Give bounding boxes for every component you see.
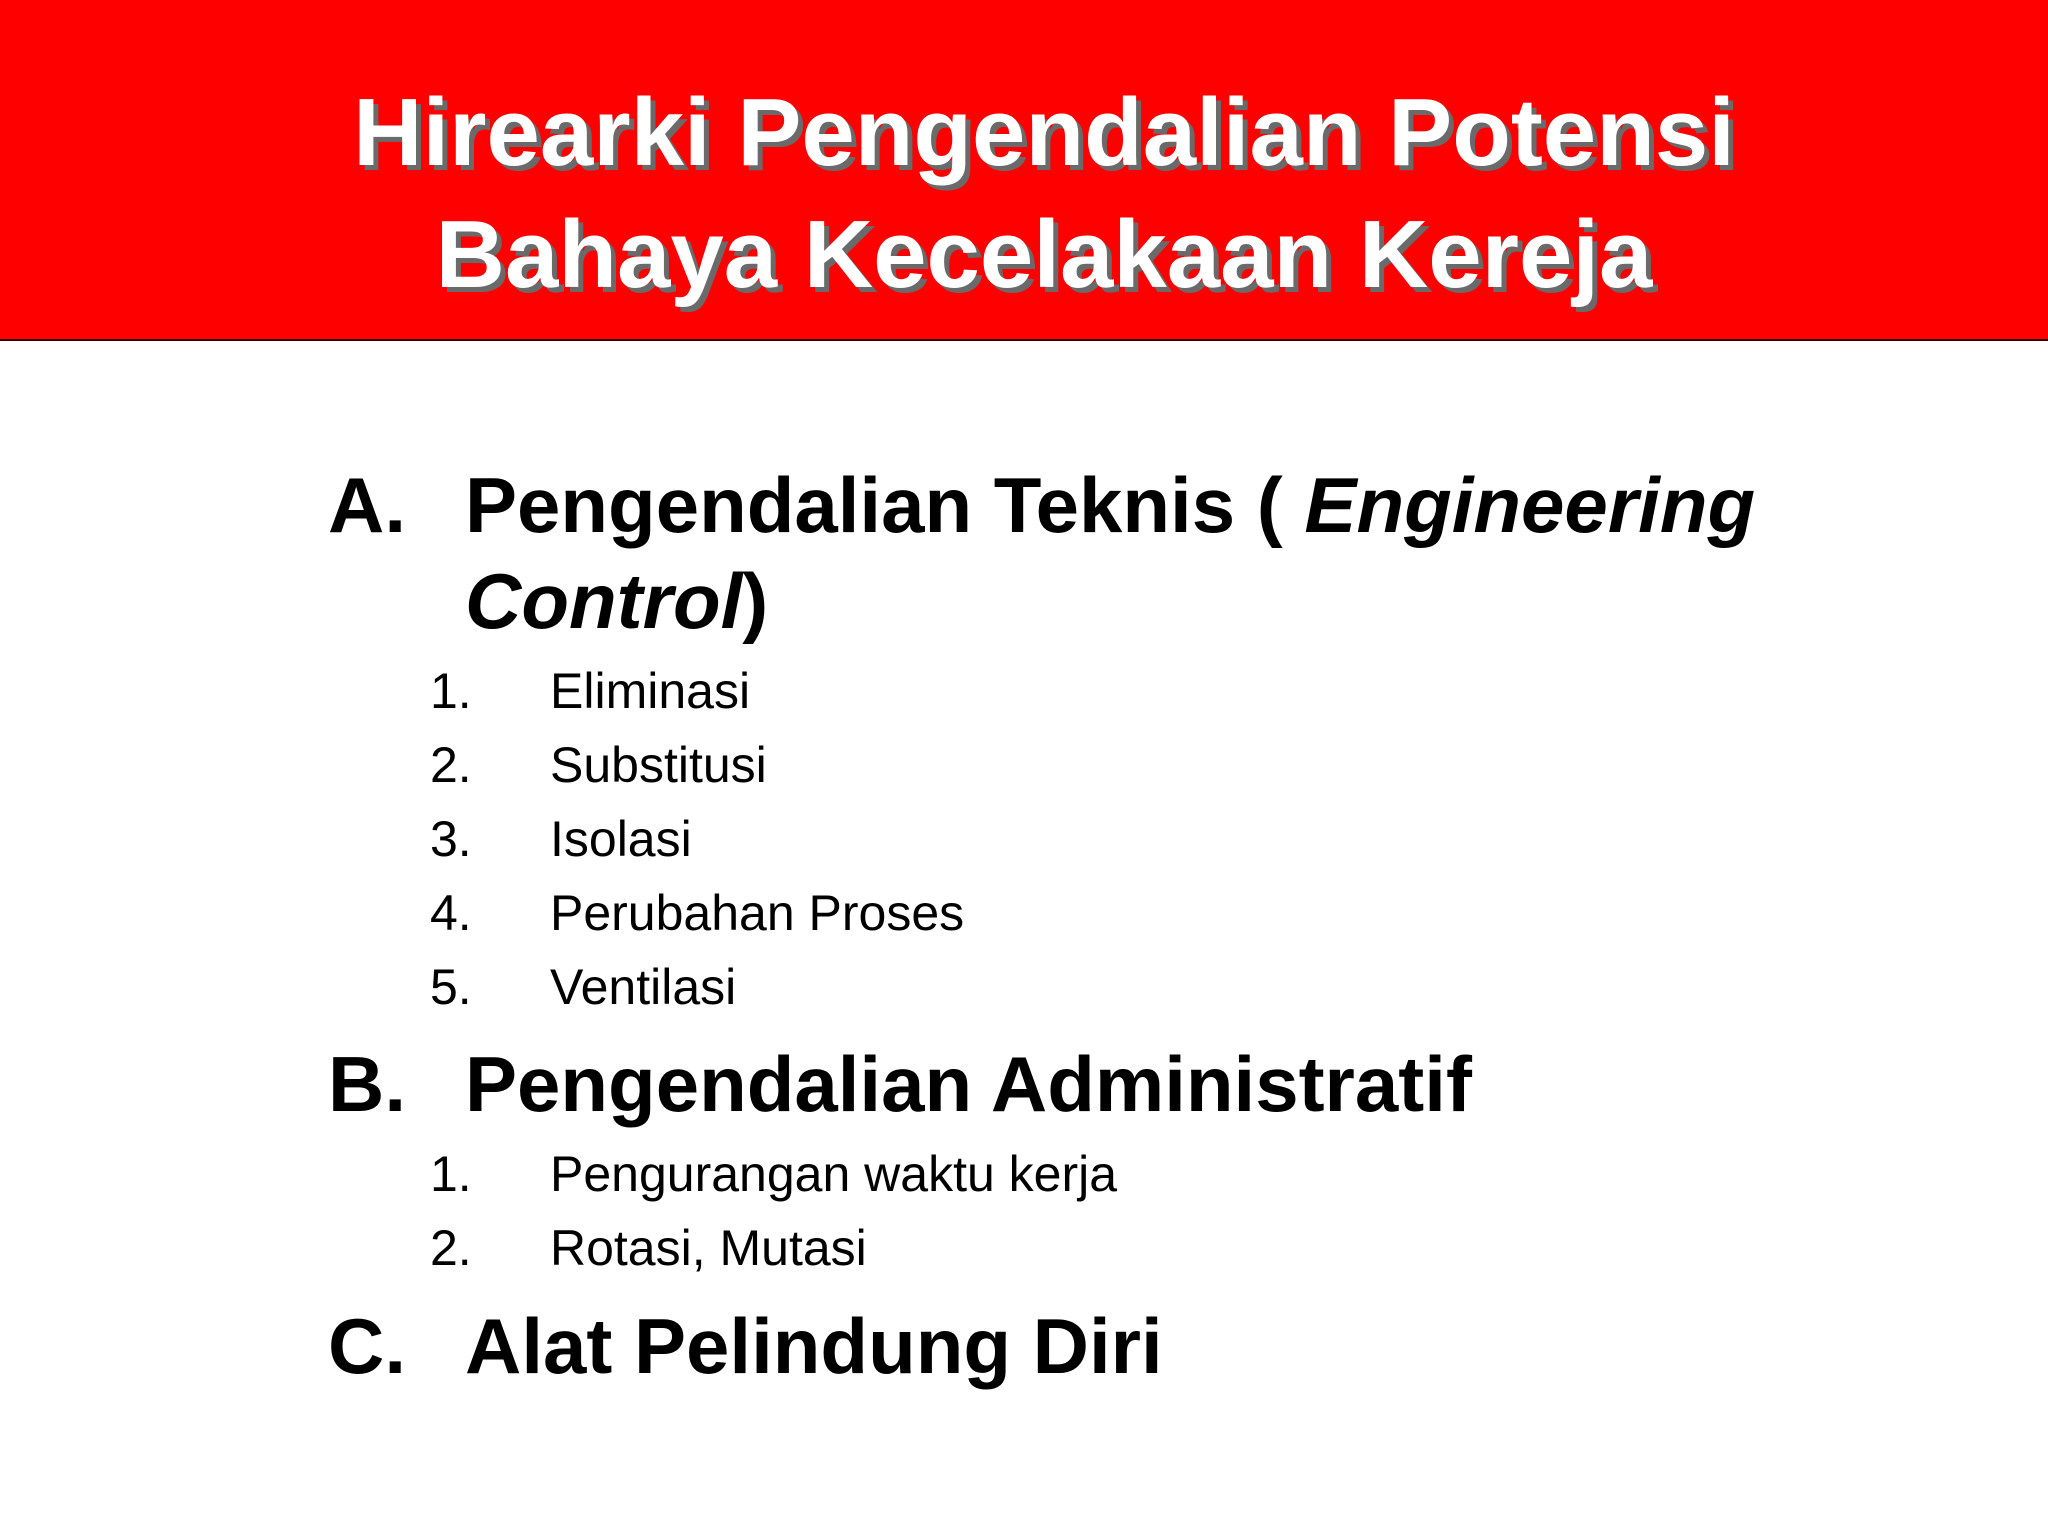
title-line-2: Bahaya Kecelakaan Kereja (435, 201, 1653, 308)
section-a-item-5-number: 5. (430, 959, 472, 1015)
title-banner (0, 0, 2048, 341)
section-a-heading-line-1 (465, 457, 1755, 553)
section-b-heading: Pengendalian Administratif (465, 1040, 1472, 1128)
section-a-heading-close: ) (742, 557, 769, 645)
section-a-item-4-text: Perubahan Proses (550, 885, 965, 941)
section-a-item-3-text: Isolasi (550, 811, 692, 867)
section-a-item-2-number: 2. (430, 737, 472, 793)
section-b-item-2-text: Rotasi, Mutasi (550, 1220, 867, 1276)
section-a-item-2-text: Substitusi (550, 737, 767, 793)
section-c-letter: C. (328, 1302, 406, 1390)
section-b-item-2-number: 2. (430, 1220, 472, 1276)
section-a-item-4-number: 4. (430, 885, 472, 941)
section-c-heading: Alat Pelindung Diri (465, 1302, 1163, 1390)
section-a-heading-normal: Pengendalian Teknis ( (465, 461, 1305, 549)
section-a-item-5-text: Ventilasi (550, 959, 737, 1015)
section-a-item-3-number: 3. (430, 811, 472, 867)
section-a-heading-italic: Engineering (1304, 461, 1756, 549)
title-line-1: Hirearki Pengendalian Potensi (353, 79, 1735, 186)
section-a-heading-italic-2: Control (465, 557, 743, 645)
section-a-heading-line-2 (465, 553, 768, 649)
section-a-item-1-text: Eliminasi (550, 663, 751, 719)
section-b-item-1-text: Pengurangan waktu kerja (550, 1146, 1118, 1202)
section-b-item-1-number: 1. (430, 1146, 472, 1202)
section-a-letter: A. (328, 461, 406, 549)
section-a-item-1-number: 1. (430, 663, 472, 719)
section-b-letter: B. (328, 1040, 406, 1128)
